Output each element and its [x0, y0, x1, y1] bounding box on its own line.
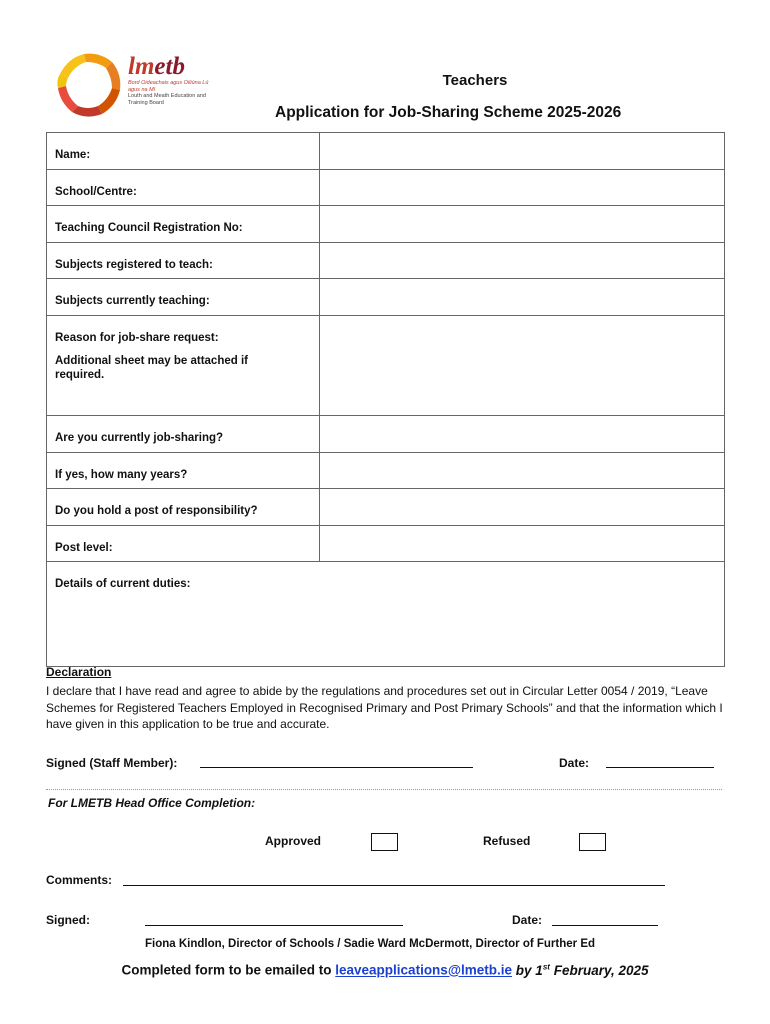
post-responsibility-label: Do you hold a post of responsibility?: [55, 505, 258, 517]
office-signature-line[interactable]: [145, 925, 403, 926]
refused-checkbox[interactable]: [579, 833, 606, 851]
form-row-name: [47, 133, 725, 170]
staff-date-line[interactable]: [606, 767, 714, 768]
subjects-registered-field[interactable]: [320, 243, 725, 279]
page-title: Teachers: [442, 72, 508, 89]
school-field[interactable]: [320, 170, 725, 206]
school-label: School/Centre:: [55, 186, 137, 198]
post-responsibility-field[interactable]: [320, 489, 725, 526]
reason-note: Additional sheet may be attached if required.: [55, 355, 248, 381]
form-row-tc-reg: [47, 206, 725, 243]
signatories: Fiona Kindlon, Director of Schools / Sadie Ward McDermott, Director of Further Ed: [145, 938, 596, 950]
form-row-current-duties: [47, 562, 725, 667]
comments-label: Comments:: [46, 873, 113, 887]
staff-signed-label: Signed (Staff Member):: [46, 756, 178, 770]
declaration-title: Declaration: [46, 665, 112, 679]
form-row-currently-jobsharing: [47, 416, 725, 453]
email-link[interactable]: leaveapplications@lmetb.ie: [335, 962, 512, 978]
reason-field[interactable]: [320, 316, 725, 416]
tc-reg-field[interactable]: [320, 206, 725, 243]
office-heading: For LMETB Head Office Completion:: [48, 796, 256, 810]
office-date-label: Date:: [512, 913, 543, 927]
subjects-teaching-label: Subjects currently teaching:: [55, 295, 210, 307]
how-many-years-label: If yes, how many years?: [55, 469, 188, 481]
submission-note: Completed form to be emailed to leaveapplications@lmetb.ie by 1st February, 2025: [121, 962, 649, 978]
subjects-teaching-field[interactable]: [320, 279, 725, 316]
form-row-post-responsibility: [47, 489, 725, 526]
form-row-subjects-registered: [47, 243, 725, 279]
form-row-subjects-teaching: [47, 279, 725, 316]
post-level-label: Post level:: [55, 542, 113, 554]
office-signed-label: Signed:: [46, 913, 90, 927]
tc-reg-label: Teaching Council Registration No:: [55, 222, 243, 234]
post-level-field[interactable]: [320, 526, 725, 562]
form-row-reason: [47, 316, 725, 416]
office-date-line[interactable]: [552, 925, 658, 926]
staff-signature-line[interactable]: [200, 767, 473, 768]
name-field[interactable]: [320, 133, 725, 170]
logo-subtitle: Bord Oideachais agus Oiliúna Lú agus na Mí Louth and Meath Education and Training Board: [128, 80, 209, 106]
subjects-registered-label: Subjects registered to teach:: [55, 259, 213, 271]
current-duties-field[interactable]: [47, 562, 725, 667]
approved-label: Approved: [265, 834, 322, 848]
current-duties-label: Details of current duties:: [55, 578, 191, 590]
form-row-school: [47, 170, 725, 206]
refused-label: Refused: [483, 834, 531, 848]
logo-name: lmetb: [128, 53, 185, 80]
form-row-how-many-years: [47, 453, 725, 489]
reason-label: Reason for job-share request:: [55, 332, 219, 344]
staff-date-label: Date:: [559, 756, 590, 770]
currently-jobsharing-field[interactable]: [320, 416, 725, 453]
currently-jobsharing-label: Are you currently job-sharing?: [55, 432, 224, 444]
how-many-years-field[interactable]: [320, 453, 725, 489]
comments-line[interactable]: [123, 885, 665, 886]
page-subtitle: Application for Job-Sharing Scheme 2025-2026: [275, 104, 622, 121]
application-form-table: [46, 132, 725, 667]
section-divider: [46, 789, 722, 790]
declaration-text: I declare that I have read and agree to abide by the regulations and procedures set out in Circular Letter 0054 / 2019, “Leave Schemes for Registered Teachers Employed in Recognised Primary and Post Primary Schools” and that the information which I have given in this application to be true and accurate.: [46, 684, 723, 731]
approved-checkbox[interactable]: [371, 833, 398, 851]
name-label: Name:: [55, 149, 91, 161]
form-row-post-level: [47, 526, 725, 562]
